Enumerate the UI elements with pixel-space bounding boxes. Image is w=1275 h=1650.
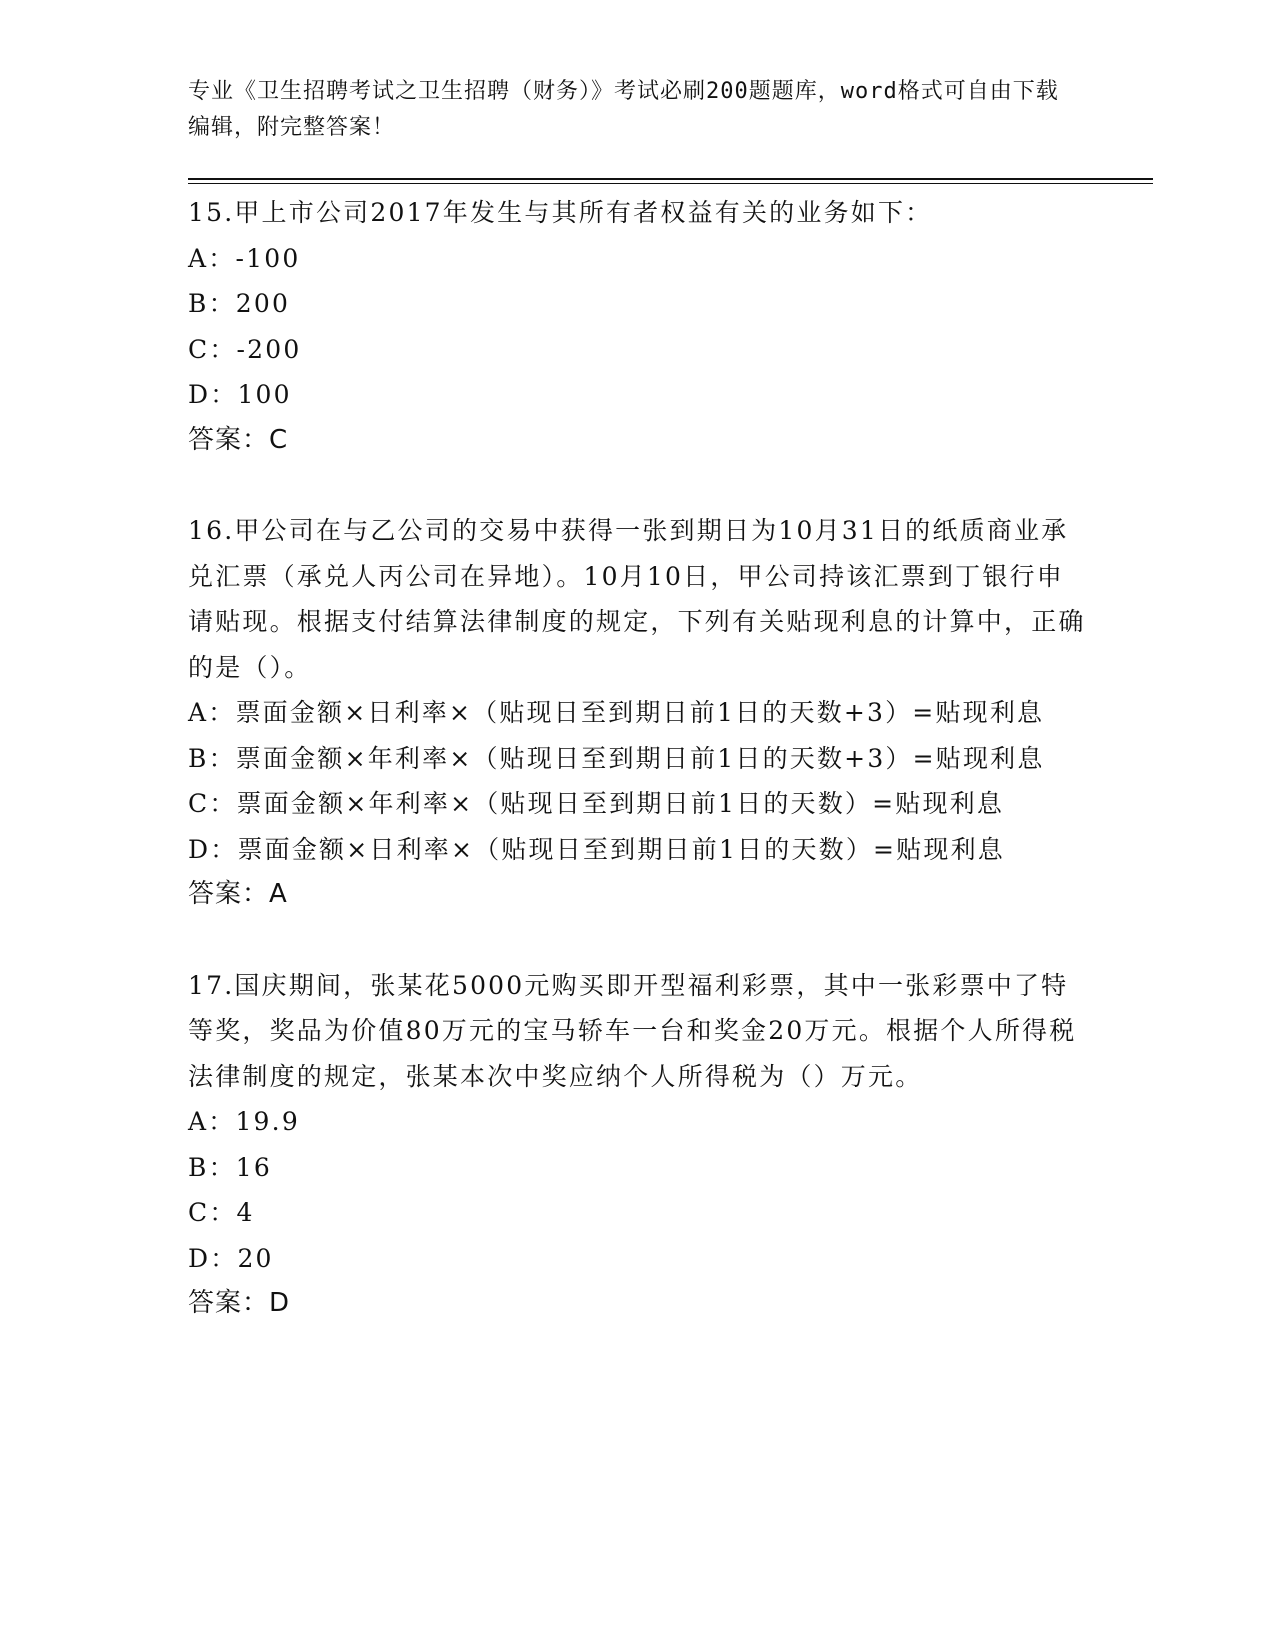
question-16 <box>188 508 1088 918</box>
option-a: A：-100 <box>188 243 301 273</box>
answer-line: 答案：C <box>188 424 289 455</box>
option-a: A：票面金额×日利率×（贴现日至到期日前1日的天数+3）=贴现利息 <box>188 698 1045 727</box>
question-stem: 16.甲公司在与乙公司的交易中获得一张到期日为10月31日的纸质商业承兑汇票（承兑人丙公司在异地）。10月10日，甲公司持该汇票到丁银行申请贴现。根据支付结算法律制度的规定，下列有关贴现利息的计算中，正确的是（）。 <box>188 516 1086 682</box>
answer-line: 答案：A <box>188 879 288 909</box>
question-17 <box>188 963 1088 1327</box>
question-stem: 17.国庆期间，张某花5000元购买即开型福利彩票，其中一张彩票中了特等奖，奖品为价值80万元的宝马轿车一台和奖金20万元。根据个人所得税法律制度的规定，张某本次中奖应纳个人所得税为（）万元。 <box>188 970 1077 1091</box>
option-d: D：20 <box>188 1243 274 1273</box>
option-d: D：100 <box>188 380 292 409</box>
option-c: C：-200 <box>188 334 302 364</box>
question-list <box>188 190 1088 1327</box>
question-spacer <box>188 463 1088 508</box>
option-a: A：19.9 <box>188 1107 300 1136</box>
option-b: B：票面金额×年利率×（贴现日至到期日前1日的天数+3）=贴现利息 <box>188 743 1045 773</box>
header-divider-thick <box>188 178 1153 180</box>
option-c: C：票面金额×年利率×（贴现日至到期日前1日的天数）=贴现利息 <box>188 789 1005 818</box>
option-b: B：200 <box>188 289 291 318</box>
option-c: C：4 <box>188 1198 255 1227</box>
question-spacer <box>188 918 1088 963</box>
option-d: D：票面金额×日利率×（贴现日至到期日前1日的天数）=贴现利息 <box>188 834 1005 864</box>
answer-line: 答案：D <box>188 1288 291 1318</box>
document-header: 专业《卫生招聘考试之卫生招聘（财务）》考试必刷200题题库，word格式可自由下载编辑，附完整答案！ <box>188 79 1059 140</box>
option-b: B：16 <box>188 1152 272 1182</box>
question-15 <box>188 190 1088 463</box>
header-divider-thin <box>188 183 1153 184</box>
question-stem: 15.甲上市公司2017年发生与其所有者权益有关的业务如下： <box>188 198 933 227</box>
